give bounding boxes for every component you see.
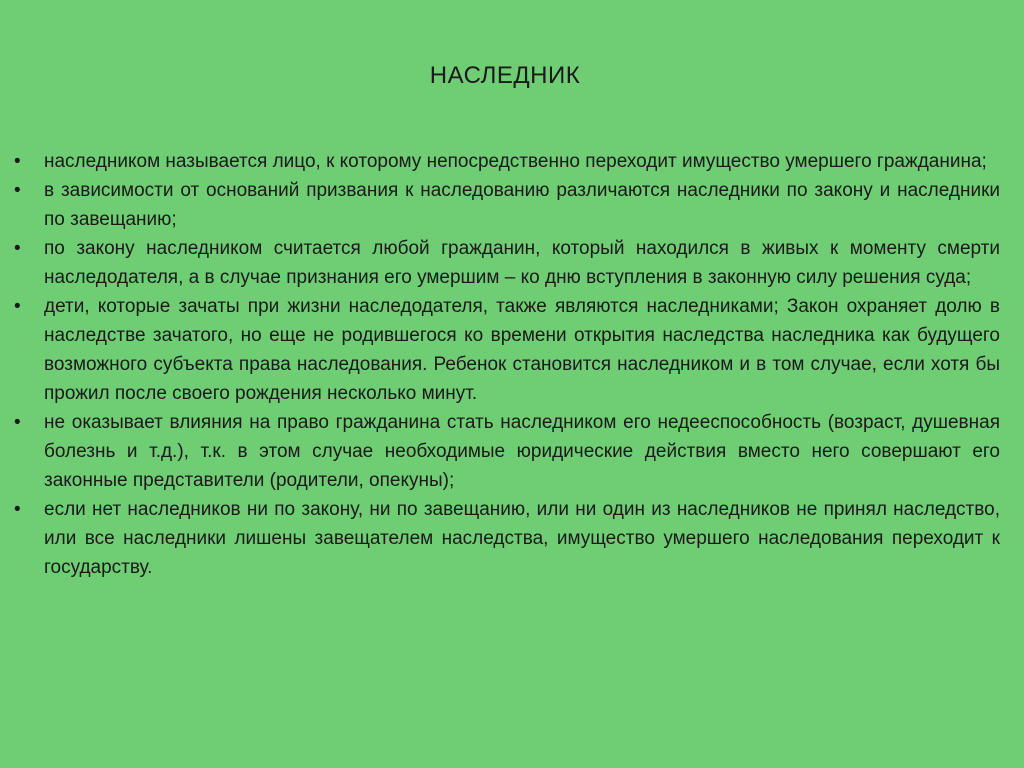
bullet-item xyxy=(14,408,1000,495)
bullet-text: в зависимости от оснований призвания к наследованию различаются наследники по закону и наследники по завещанию; xyxy=(44,180,1000,230)
bullet-dot-icon: • xyxy=(14,238,21,259)
bullet-text: если нет наследников ни по закону, ни по завещанию, или ни один из наследников не принял наследство, или все наследники лишены завещателем наследства, имущество умершего наследования переходит к государству. xyxy=(44,499,1000,578)
bullet-item xyxy=(14,292,1000,408)
bullet-text: по закону наследником считается любой гражданин, который находился в живых к моменту смерти наследодателя, а в случае признания его умершим – ко дню вступления в законную силу решения суда; xyxy=(44,238,1000,288)
bullet-text: наследником называется лицо, к которому непосредственно переходит имущество умершего гражданина; xyxy=(44,151,987,172)
bullet-dot-icon: • xyxy=(14,499,21,520)
bullet-dot-icon: • xyxy=(14,412,21,433)
bullet-dot-icon: • xyxy=(14,180,21,201)
bullet-text: дети, которые зачаты при жизни наследодателя, также являются наследниками; Закон охраняет долю в наследстве зачатого, но еще не родившегося ко времени открытия наследства наследника как будущего возможного субъекта права наследования. Ребенок становится наследником и в том случае, если хотя бы прожил после своего рождения несколько минут. xyxy=(44,296,1000,404)
slide-title: НАСЛЕДНИК xyxy=(429,62,581,89)
bullet-dot-icon: • xyxy=(14,151,21,172)
bullet-list xyxy=(14,147,1000,582)
bullet-text: не оказывает влияния на право гражданина стать наследником его недееспособность (возраст, душевная болезнь и т.д.), т.к. в этом случае необходимые юридические действия вместо него совершают его законные представители (родители, опекуны); xyxy=(44,412,1000,491)
bullet-item xyxy=(14,495,1000,582)
bullet-item xyxy=(14,234,1000,292)
bullet-dot-icon: • xyxy=(14,296,21,317)
bullet-item xyxy=(14,147,1000,176)
bullet-item xyxy=(14,176,1000,234)
